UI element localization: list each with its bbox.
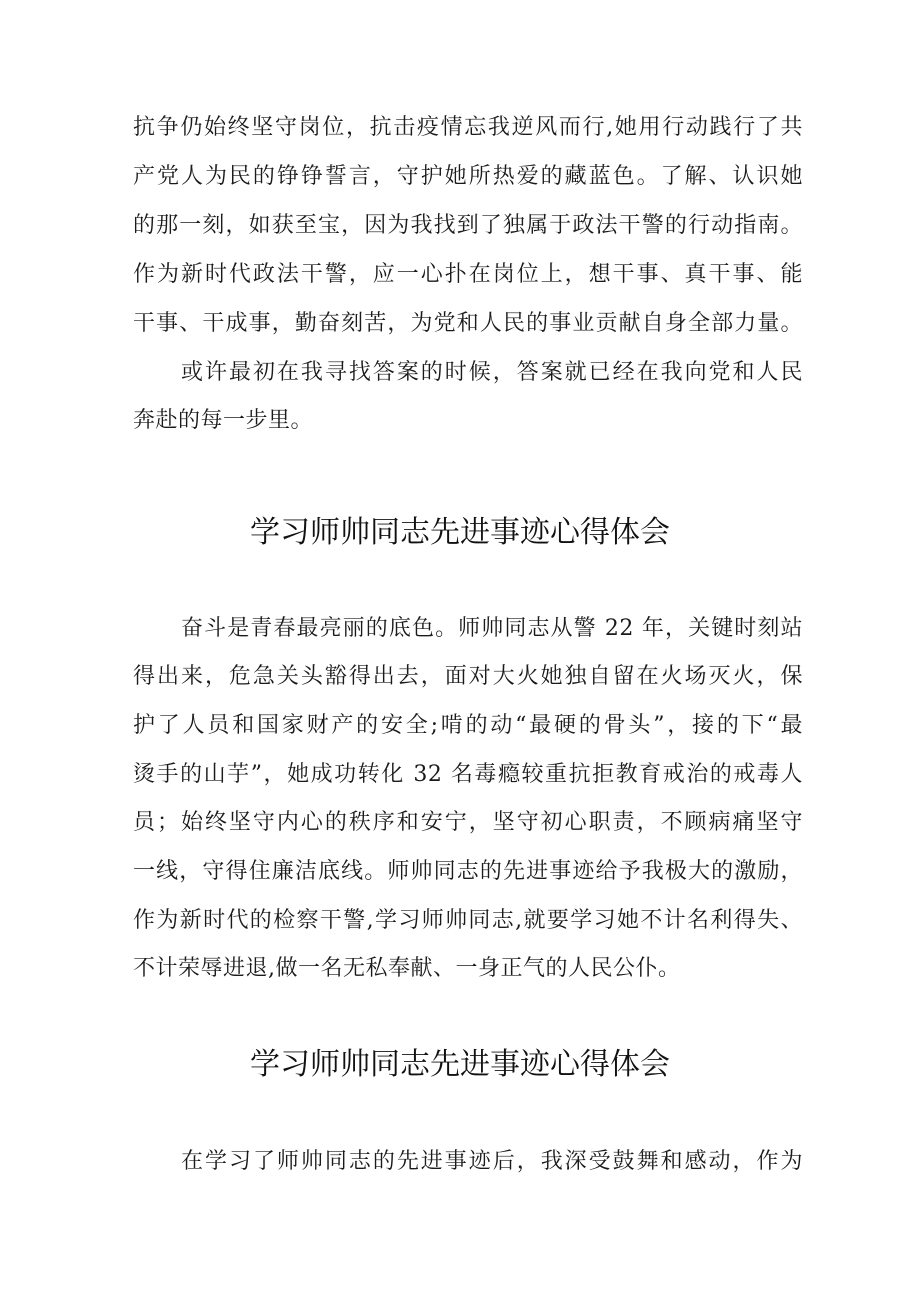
- paragraph-line: 干事、干成事，勤奋刻苦，为党和人民的事业贡献自身全部力量。: [133, 311, 803, 336]
- paragraph-line: 奔赴的每一步里。: [133, 408, 314, 433]
- paragraph-line: 产党人为民的铮铮誓言，守护她所热爱的藏蓝色。了解、认识她: [133, 164, 803, 189]
- paragraph-line: 作为新时代的检察干警,学习师帅同志,就要学习她不计名利得失、: [133, 908, 803, 933]
- section-heading: 学习师帅同志先进事迹心得体会: [250, 1047, 670, 1082]
- paragraph-line: 得出来，危急关头豁得出去，面对大火她独自留在火场灭火，保: [133, 664, 803, 689]
- paragraph-line: 在学习了师帅同志的先进事迹后，我深受鼓舞和感动，作为: [181, 1149, 803, 1174]
- paragraph-line: 的那一刻，如获至宝，因为我找到了独属于政法干警的行动指南。: [133, 213, 803, 238]
- paragraph-line: 或许最初在我寻找答案的时候，答案就已经在我向党和人民: [181, 360, 803, 385]
- paragraph-line: 不计荣辱进退,做一名无私奉献、一身正气的人民公仆。: [133, 956, 681, 981]
- section-heading: 学习师帅同志先进事迹心得体会: [250, 515, 670, 550]
- paragraph-line: 作为新时代政法干警，应一心扑在岗位上，想干事、真干事、能: [133, 262, 803, 287]
- paragraph-line: 一线，守得住廉洁底线。师帅同志的先进事迹给予我极大的激励，: [133, 859, 803, 884]
- paragraph-line: 烫手的山芋”，她成功转化 32 名毒瘾较重抗拒教育戒治的戒毒人: [133, 762, 803, 787]
- paragraph-line: 护了人员和国家财产的安全;啃的动“最硬的骨头”，接的下“最: [133, 713, 803, 738]
- paragraph-line: 抗争仍始终坚守岗位，抗击疫情忘我逆风而行,她用行动践行了共: [133, 115, 803, 140]
- paragraph-line: 员；始终坚守内心的秩序和安宁，坚守初心职责，不顾病痛坚守: [133, 810, 803, 835]
- paragraph-line: 奋斗是青春最亮丽的底色。师帅同志从警 22 年，关键时刻站: [181, 616, 803, 641]
